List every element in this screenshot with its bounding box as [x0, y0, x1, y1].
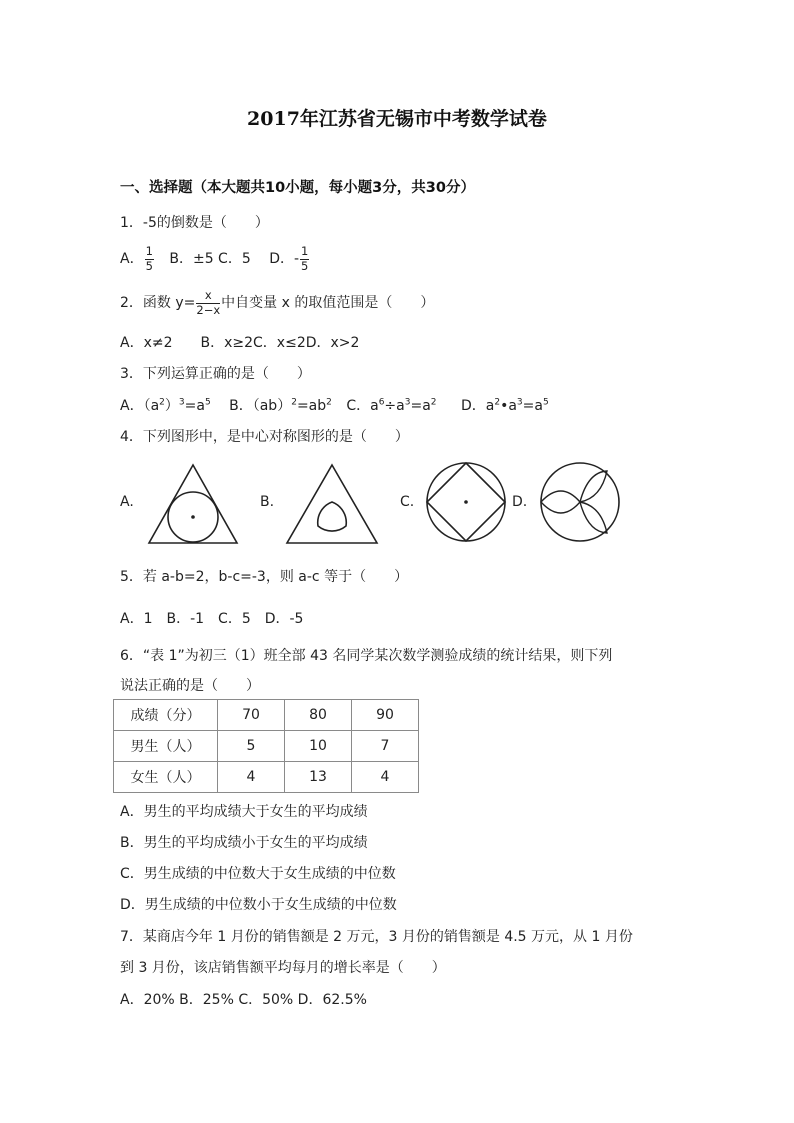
table-cell: 成绩（分） [114, 700, 218, 731]
question-5-options: A．1 B．-1 C．5 D．-5 [120, 611, 304, 627]
q2-numerator: x [196, 290, 220, 304]
q3-d-sup1: 2 [494, 397, 501, 408]
q2-function-fraction [196, 290, 220, 316]
table-header-row [114, 700, 419, 731]
question-2-stem [120, 290, 434, 316]
table-cell: 7 [352, 731, 419, 762]
triangle-incircle-figure [146, 462, 240, 546]
q4-option-a-label: A. [120, 494, 134, 510]
reuleaux-arcs-figure [284, 462, 380, 546]
q1-option-d-label: D．- [269, 251, 300, 267]
question-3-options [120, 395, 549, 415]
table-cell: 4 [352, 762, 419, 793]
question-4-stem: 4．下列图形中，是中心对称图形的是（ ） [120, 429, 409, 445]
q6-option-d: D．男生成绩的中位数小于女生成绩的中位数 [120, 897, 397, 913]
q6-option-a: A．男生的平均成绩大于女生的平均成绩 [120, 804, 368, 820]
q3-b-pre: B．（ab） [229, 398, 292, 414]
question-6-stem-line1: 6．“表 1”为初三（1）班全部 43 名同学某次数学测验成绩的统计结果，则下列 [120, 648, 613, 664]
page-title: 2017年江苏省无锡市中考数学试卷 [247, 108, 547, 130]
q3-c-sup3: 2 [430, 397, 437, 408]
table-cell: 5 [218, 731, 285, 762]
concave-arcs [318, 502, 347, 531]
q3-c-sup1: 6 [378, 397, 385, 408]
q3-b-sup1: 2 [291, 397, 297, 408]
q1-option-a-fraction [145, 246, 154, 272]
table-cell: 女生（人） [114, 762, 218, 793]
q3-c-pre: C．a [346, 398, 379, 414]
q6-option-c: C．男生成绩的中位数大于女生成绩的中位数 [120, 866, 396, 882]
q3-d-post: =a [522, 398, 543, 414]
q1-option-a-denominator: 5 [145, 258, 153, 273]
question-1-stem: 1．-5的倒数是（ ） [120, 215, 269, 231]
lower-petal [580, 502, 607, 533]
q3-c-sup2: 3 [404, 397, 411, 408]
q3-option-c [346, 398, 436, 414]
q1-option-d-denominator: 5 [301, 258, 309, 273]
q1-option-d-fraction [300, 246, 309, 272]
table-cell: 男生（人） [114, 731, 218, 762]
q3-d-sup3: 5 [542, 397, 549, 408]
q3-a-sup1: 2 [159, 397, 165, 408]
question-5-stem: 5．若 a-b=2，b-c=-3，则 a-c 等于（ ） [120, 569, 409, 585]
q1-option-a-numerator: 1 [145, 244, 153, 258]
question-7-stem-line2: 到 3 月份，该店销售额平均每月的增长率是（ ） [120, 960, 446, 976]
center-dot [464, 500, 468, 504]
q3-option-b [229, 398, 332, 414]
question-7-stem-line1: 7．某商店今年 1 月份的销售额是 2 万元，3 月份的销售额是 4.5 万元，从 1 月份 [120, 929, 633, 945]
q1-option-d-numerator: 1 [301, 244, 309, 258]
circle-petals-figure [538, 460, 622, 544]
q2-stem-prefix: 2．函数 y= [120, 295, 196, 311]
table-cell: 90 [352, 700, 419, 731]
q3-b-post: =ab [296, 398, 327, 414]
question-3-stem: 3．下列运算正确的是（ ） [120, 366, 311, 382]
q3-c-post: =a [410, 398, 431, 414]
q3-option-a [120, 398, 211, 414]
q3-c-mid: ÷a [384, 398, 405, 414]
q3-a-post: =a [184, 398, 205, 414]
q4-option-c-label: C. [400, 494, 415, 510]
table-cell: 4 [218, 762, 285, 793]
table-cell: 13 [285, 762, 352, 793]
table-row [114, 731, 419, 762]
q3-d-pre: D．a [460, 398, 495, 414]
q3-option-d [461, 398, 549, 414]
q3-b-sup2: 2 [326, 397, 332, 408]
q2-denominator: 2−x [196, 302, 221, 317]
q3-a-sup3: 5 [204, 397, 211, 408]
q3-a-sup2: 3 [178, 397, 185, 408]
score-table [113, 699, 419, 793]
center-dot [191, 515, 195, 519]
question-6-stem-line2: 说法正确的是（ ） [120, 678, 260, 694]
q2-stem-suffix: 中自变量 x 的取值范围是（ ） [221, 295, 435, 311]
q6-option-b: B．男生的平均成绩小于女生的平均成绩 [120, 835, 368, 851]
q3-a-pre: A．（a [120, 398, 160, 414]
q1-option-a-label: A． [120, 251, 144, 267]
question-7-options: A．20% B．25% C．50% D．62.5% [120, 992, 367, 1008]
q4-option-b-label: B. [260, 494, 275, 510]
q4-option-d-label: D. [512, 494, 528, 510]
upper-petal [580, 471, 607, 502]
table-cell: 80 [285, 700, 352, 731]
question-1-options [120, 246, 310, 272]
question-2-options: A．x≠2 B．x≥2C．x≤2D．x>2 [120, 335, 360, 351]
table-cell: 10 [285, 731, 352, 762]
triangle-shape [149, 465, 237, 543]
q3-a-mid: ） [164, 398, 179, 414]
q3-d-sup2: 3 [516, 397, 523, 408]
left-petal [541, 491, 580, 513]
table-cell: 70 [218, 700, 285, 731]
q1-options-b-c: B．±5 C．5 [169, 251, 251, 267]
q3-d-mid: •a [500, 398, 517, 414]
section-heading: 一、选择题（本大题共10小题，每小题3分，共30分） [120, 180, 475, 196]
table-row [114, 762, 419, 793]
circle-square-figure [424, 460, 508, 544]
